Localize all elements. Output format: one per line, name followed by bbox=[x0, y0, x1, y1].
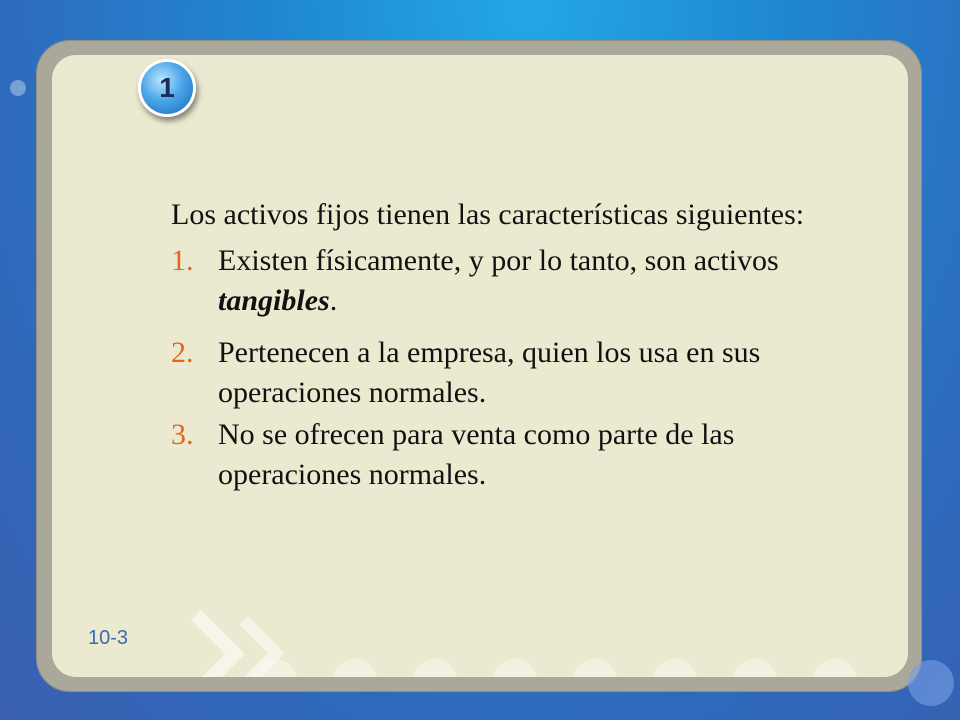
slide-badge: 1 bbox=[138, 59, 196, 117]
decorative-dot bbox=[332, 659, 378, 677]
decorative-dot bbox=[492, 659, 538, 677]
intro-text: Los activos fijos tienen las características siguientes: bbox=[171, 198, 805, 231]
decorative-dot bbox=[10, 80, 26, 96]
list-number: 2. bbox=[171, 336, 194, 369]
list-item bbox=[171, 333, 821, 413]
decorative-dot bbox=[652, 659, 698, 677]
list-number: 3. bbox=[171, 418, 194, 451]
list-item bbox=[171, 241, 821, 321]
decorative-dot bbox=[732, 659, 778, 677]
list-text: No se ofrecen para venta como parte de las operaciones normales. bbox=[218, 418, 735, 491]
emphasis-text: tangibles bbox=[218, 284, 330, 317]
decorative-dot bbox=[412, 659, 458, 677]
decorative-dot bbox=[812, 659, 858, 677]
list-item bbox=[171, 415, 821, 495]
list-text: Existen físicamente, y por lo tanto, son activos tangibles. bbox=[218, 244, 779, 317]
decorative-dot bbox=[908, 660, 954, 706]
decorative-dot bbox=[572, 659, 618, 677]
slide-content bbox=[171, 195, 821, 497]
list-number: 1. bbox=[171, 244, 194, 277]
list-text: Pertenecen a la empresa, quien los usa en sus operaciones normales. bbox=[218, 336, 761, 409]
slide-number: 10-3 bbox=[88, 627, 129, 649]
